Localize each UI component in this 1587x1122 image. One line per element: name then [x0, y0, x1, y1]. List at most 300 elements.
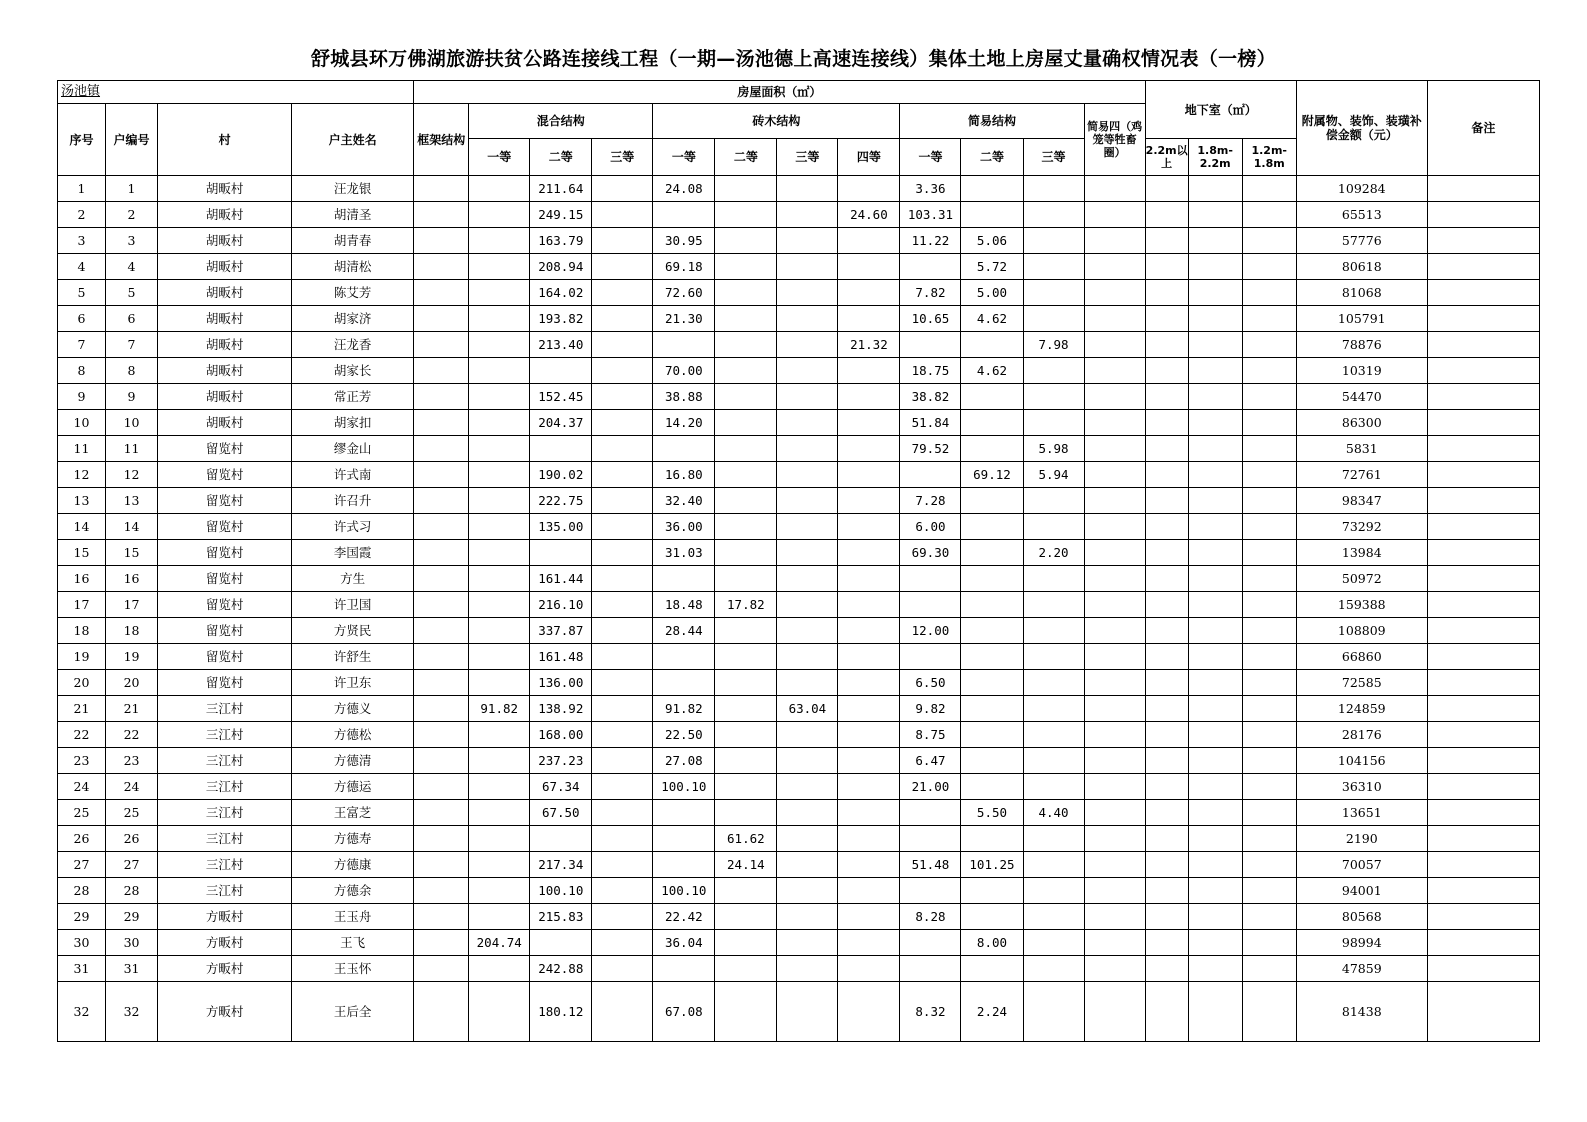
simple-grade1-cell: 8.28: [900, 904, 961, 930]
basement-2-2m-cell: [1145, 332, 1188, 358]
mixed-grade1-cell: [469, 826, 530, 852]
brick-grade2-cell: [715, 358, 777, 384]
attachment-amount-cell: 72585: [1296, 670, 1427, 696]
basement-2-2m-cell: [1145, 774, 1188, 800]
mixed-grade2-cell: 135.00: [530, 514, 592, 540]
simple4-cell: [1084, 332, 1145, 358]
seq-cell: 21: [58, 696, 106, 722]
household-no-cell: 15: [106, 540, 158, 566]
table-row: [58, 592, 1540, 618]
brick-grade3-cell: [777, 358, 838, 384]
simple4-cell: [1084, 228, 1145, 254]
brick-grade3-cell: [777, 436, 838, 462]
mixed-grade1-cell: [469, 514, 530, 540]
mixed-grade1-cell: [469, 358, 530, 384]
simple-grade3-cell: [1023, 358, 1084, 384]
basement-1-2m-cell: [1242, 358, 1296, 384]
brick-grade2-cell: [715, 800, 777, 826]
village-cell: 方畈村: [158, 982, 292, 1042]
basement-1-2m-cell: [1242, 956, 1296, 982]
mixed-grade2-cell: 242.88: [530, 956, 592, 982]
brick-grade4-cell: [838, 800, 900, 826]
simple4-cell: [1084, 644, 1145, 670]
household-no-cell: 12: [106, 462, 158, 488]
mixed-grade2-cell: 193.82: [530, 306, 592, 332]
owner-cell: 汪龙银: [292, 176, 414, 202]
basement-1-8m-cell: [1188, 722, 1242, 748]
basement-1-2m-cell: [1242, 410, 1296, 436]
remarks-cell: [1427, 852, 1539, 878]
owner-cell: 胡清圣: [292, 202, 414, 228]
basement-2-2m-cell: [1145, 280, 1188, 306]
mixed-grade3-cell: [592, 540, 653, 566]
seq-cell: 6: [58, 306, 106, 332]
mixed-grade1-cell: [469, 774, 530, 800]
brick-grade3-cell: [777, 514, 838, 540]
brick-grade3-cell: [777, 930, 838, 956]
seq-cell: 27: [58, 852, 106, 878]
village-header: 村: [158, 104, 292, 176]
attachment-amount-cell: 159388: [1296, 592, 1427, 618]
mixed-structure-header: 混合结构: [469, 104, 653, 139]
mixed-grade2-cell: 168.00: [530, 722, 592, 748]
village-cell: 留览村: [158, 514, 292, 540]
simple-grade2-cell: [961, 332, 1023, 358]
brick-grade1-cell: 32.40: [653, 488, 715, 514]
remarks-cell: [1427, 644, 1539, 670]
household-no-cell: 18: [106, 618, 158, 644]
brick-grade3-cell: [777, 852, 838, 878]
mixed-grade3-cell: [592, 176, 653, 202]
seq-cell: 1: [58, 176, 106, 202]
brick-grade3-cell: [777, 722, 838, 748]
simple4-cell: [1084, 852, 1145, 878]
simple-grade1-cell: [900, 566, 961, 592]
village-cell: 三江村: [158, 722, 292, 748]
simple-grade2-cell: [961, 566, 1023, 592]
mixed-grade3-cell: [592, 800, 653, 826]
simple-grade3-cell: [1023, 228, 1084, 254]
seq-cell: 30: [58, 930, 106, 956]
brick-grade2-cell: [715, 228, 777, 254]
brick-grade1-cell: 21.30: [653, 306, 715, 332]
brick-grade4-cell: [838, 722, 900, 748]
simple-grade3-cell: [1023, 618, 1084, 644]
table-row: [58, 800, 1540, 826]
table-row: [58, 306, 1540, 332]
basement-2-2m-cell: [1145, 566, 1188, 592]
owner-cell: 许卫东: [292, 670, 414, 696]
remarks-cell: [1427, 748, 1539, 774]
basement-2-2m-cell: [1145, 696, 1188, 722]
basement-2-2m-cell: [1145, 982, 1188, 1042]
owner-cell: 方德松: [292, 722, 414, 748]
brick-grade3-cell: [777, 644, 838, 670]
mixed-grade2-cell: 136.00: [530, 670, 592, 696]
simple-grade3-cell: [1023, 722, 1084, 748]
household-no-cell: 25: [106, 800, 158, 826]
simple-grade2-cell: 101.25: [961, 852, 1023, 878]
mixed-grade3-cell: [592, 358, 653, 384]
mixed-grade1-cell: [469, 462, 530, 488]
owner-cell: 王富芝: [292, 800, 414, 826]
owner-cell: 缪金山: [292, 436, 414, 462]
frame-cell: [414, 722, 469, 748]
village-cell: 胡畈村: [158, 358, 292, 384]
village-cell: 方畈村: [158, 930, 292, 956]
simple-grade3-cell: 5.94: [1023, 462, 1084, 488]
remarks-header: 备注: [1427, 81, 1539, 176]
mixed-grade1-cell: [469, 904, 530, 930]
owner-cell: 胡清松: [292, 254, 414, 280]
brick-grade1-cell: 100.10: [653, 878, 715, 904]
simple-grade3-cell: [1023, 254, 1084, 280]
simple-grade1-cell: 3.36: [900, 176, 961, 202]
table-row: [58, 826, 1540, 852]
household-no-cell: 6: [106, 306, 158, 332]
mixed-grade2-cell: 161.48: [530, 644, 592, 670]
household-no-cell: 21: [106, 696, 158, 722]
basement-1-2m-cell: [1242, 904, 1296, 930]
mixed-grade2-cell: 152.45: [530, 384, 592, 410]
basement-1-8m-cell: [1188, 306, 1242, 332]
attachment-amount-cell: 98347: [1296, 488, 1427, 514]
remarks-cell: [1427, 462, 1539, 488]
simple-structure-header: 简易结构: [900, 104, 1084, 139]
simple4-cell: [1084, 826, 1145, 852]
mixed-grade3-cell: [592, 306, 653, 332]
seq-cell: 4: [58, 254, 106, 280]
mixed-grade3-cell: [592, 228, 653, 254]
brick-grade2-cell: [715, 748, 777, 774]
basement-1-8m-cell: [1188, 540, 1242, 566]
brick-grade4-cell: [838, 540, 900, 566]
village-cell: 三江村: [158, 748, 292, 774]
brick-grade3-cell: [777, 306, 838, 332]
remarks-cell: [1427, 696, 1539, 722]
village-cell: 留览村: [158, 540, 292, 566]
owner-cell: 许式习: [292, 514, 414, 540]
mixed-grade2-cell: [530, 540, 592, 566]
mixed-grade3-cell: [592, 748, 653, 774]
simple-grade2-cell: [961, 722, 1023, 748]
brick-grade4-cell: [838, 592, 900, 618]
attachment-amount-cell: 81438: [1296, 982, 1427, 1042]
frame-structure-header: 框架结构: [414, 104, 469, 176]
mixed-grade3-cell: [592, 774, 653, 800]
brick-grade4-cell: [838, 852, 900, 878]
brick-grade3-cell: [777, 540, 838, 566]
frame-cell: [414, 878, 469, 904]
simple4-cell: [1084, 358, 1145, 384]
simple-grade3-cell: [1023, 696, 1084, 722]
household-no-cell: 9: [106, 384, 158, 410]
household-no-cell: 16: [106, 566, 158, 592]
household-no-cell: 14: [106, 514, 158, 540]
brick-grade1-cell: 24.08: [653, 176, 715, 202]
household-no-cell: 11: [106, 436, 158, 462]
owner-cell: 陈艾芳: [292, 280, 414, 306]
brick-grade4-cell: [838, 982, 900, 1042]
seq-cell: 26: [58, 826, 106, 852]
attachment-amount-cell: 54470: [1296, 384, 1427, 410]
household-no-cell: 1: [106, 176, 158, 202]
basement-1-8m-cell: [1188, 176, 1242, 202]
brick-grade3-cell: [777, 826, 838, 852]
attachment-amount-cell: 73292: [1296, 514, 1427, 540]
table-row: [58, 514, 1540, 540]
owner-cell: 胡家长: [292, 358, 414, 384]
mixed-grade3-header: 三等: [592, 139, 653, 176]
seq-header: 序号: [58, 104, 106, 176]
brick-grade4-cell: 21.32: [838, 332, 900, 358]
brick-grade3-cell: 63.04: [777, 696, 838, 722]
mixed-grade1-cell: [469, 228, 530, 254]
remarks-cell: [1427, 228, 1539, 254]
basement-1-2m-cell: [1242, 644, 1296, 670]
simple-grade3-cell: [1023, 384, 1084, 410]
owner-cell: 方德运: [292, 774, 414, 800]
simple-grade2-cell: [961, 514, 1023, 540]
seq-cell: 25: [58, 800, 106, 826]
simple-grade1-cell: [900, 956, 961, 982]
household-no-cell: 32: [106, 982, 158, 1042]
basement-1-8m-cell: [1188, 748, 1242, 774]
seq-cell: 7: [58, 332, 106, 358]
simple-grade1-cell: 103.31: [900, 202, 961, 228]
village-cell: 胡畈村: [158, 202, 292, 228]
brick-grade3-cell: [777, 956, 838, 982]
mixed-grade1-cell: [469, 254, 530, 280]
remarks-cell: [1427, 280, 1539, 306]
attachment-amount-cell: 13984: [1296, 540, 1427, 566]
brick-grade2-cell: [715, 202, 777, 228]
frame-cell: [414, 826, 469, 852]
brick-grade3-cell: [777, 982, 838, 1042]
owner-cell: 方德清: [292, 748, 414, 774]
mixed-grade2-cell: 215.83: [530, 904, 592, 930]
seq-cell: 12: [58, 462, 106, 488]
mixed-grade1-cell: [469, 644, 530, 670]
brick-grade2-cell: [715, 384, 777, 410]
basement-1-8m-cell: [1188, 254, 1242, 280]
seq-cell: 14: [58, 514, 106, 540]
frame-cell: [414, 176, 469, 202]
brick-grade1-cell: 72.60: [653, 280, 715, 306]
remarks-cell: [1427, 982, 1539, 1042]
basement-2-2m-cell: [1145, 956, 1188, 982]
brick-grade1-cell: 18.48: [653, 592, 715, 618]
household-no-cell: 13: [106, 488, 158, 514]
basement-1-8m-cell: [1188, 800, 1242, 826]
brick-grade2-cell: [715, 956, 777, 982]
simple4-cell: [1084, 930, 1145, 956]
frame-cell: [414, 410, 469, 436]
simple4-cell: [1084, 670, 1145, 696]
mixed-grade1-cell: [469, 982, 530, 1042]
frame-cell: [414, 280, 469, 306]
basement-2-2m-cell: [1145, 852, 1188, 878]
brick-grade2-cell: [715, 254, 777, 280]
household-no-cell: 23: [106, 748, 158, 774]
simple-grade3-cell: 7.98: [1023, 332, 1084, 358]
table-row: [58, 852, 1540, 878]
household-no-cell: 4: [106, 254, 158, 280]
mixed-grade1-cell: [469, 202, 530, 228]
brick-grade3-cell: [777, 410, 838, 436]
simple4-cell: [1084, 722, 1145, 748]
simple-grade1-cell: [900, 462, 961, 488]
household-no-cell: 2: [106, 202, 158, 228]
basement-2-2m-cell: [1145, 254, 1188, 280]
brick-grade3-cell: [777, 774, 838, 800]
frame-cell: [414, 488, 469, 514]
owner-cell: 方德义: [292, 696, 414, 722]
simple-grade1-cell: [900, 930, 961, 956]
basement-1-2m-cell: [1242, 488, 1296, 514]
owner-cell: 王玉怀: [292, 956, 414, 982]
brick-grade3-cell: [777, 332, 838, 358]
basement-1-8m-cell: [1188, 202, 1242, 228]
brick-grade4-cell: [838, 462, 900, 488]
simple-grade3-cell: [1023, 566, 1084, 592]
basement-1-2m-cell: [1242, 774, 1296, 800]
mixed-grade1-cell: 204.74: [469, 930, 530, 956]
frame-cell: [414, 930, 469, 956]
household-no-cell: 24: [106, 774, 158, 800]
simple4-cell: [1084, 774, 1145, 800]
simple-grade2-cell: [961, 176, 1023, 202]
village-cell: 留览村: [158, 566, 292, 592]
simple-grade3-cell: [1023, 982, 1084, 1042]
attachment-amount-cell: 2190: [1296, 826, 1427, 852]
village-cell: 方畈村: [158, 956, 292, 982]
brick-grade1-cell: 100.10: [653, 774, 715, 800]
brick-grade1-cell: [653, 436, 715, 462]
table-row: [58, 774, 1540, 800]
remarks-cell: [1427, 540, 1539, 566]
table-row: [58, 462, 1540, 488]
village-cell: 留览村: [158, 462, 292, 488]
mixed-grade2-cell: 204.37: [530, 410, 592, 436]
simple-grade2-cell: 5.00: [961, 280, 1023, 306]
mixed-grade2-cell: 180.12: [530, 982, 592, 1042]
brick-grade4-header: 四等: [838, 139, 900, 176]
basement-1-2m-cell: [1242, 592, 1296, 618]
basement-1-2m-cell: [1242, 514, 1296, 540]
mixed-grade3-cell: [592, 930, 653, 956]
simple-grade2-cell: [961, 956, 1023, 982]
frame-cell: [414, 332, 469, 358]
simple-grade3-cell: [1023, 280, 1084, 306]
brick-grade2-cell: 24.14: [715, 852, 777, 878]
attachment-amount-cell: 105791: [1296, 306, 1427, 332]
brick-grade2-cell: [715, 930, 777, 956]
attachment-amount-cell: 109284: [1296, 176, 1427, 202]
brick-grade3-cell: [777, 618, 838, 644]
brick-grade2-cell: [715, 332, 777, 358]
household-no-cell: 3: [106, 228, 158, 254]
seq-cell: 5: [58, 280, 106, 306]
brick-grade3-cell: [777, 254, 838, 280]
remarks-cell: [1427, 904, 1539, 930]
village-cell: 留览村: [158, 592, 292, 618]
town-label: 汤池镇: [58, 81, 414, 104]
basement-2-2m-cell: [1145, 618, 1188, 644]
brick-grade4-cell: [838, 228, 900, 254]
owner-cell: 王玉舟: [292, 904, 414, 930]
mixed-grade2-cell: 208.94: [530, 254, 592, 280]
table-row: [58, 410, 1540, 436]
owner-cell: 方贤民: [292, 618, 414, 644]
simple-grade1-cell: 8.32: [900, 982, 961, 1042]
area-group-header: 房屋面积（㎡）: [414, 81, 1145, 104]
brick-grade1-cell: 70.00: [653, 358, 715, 384]
table-row: [58, 566, 1540, 592]
brick-grade3-cell: [777, 748, 838, 774]
mixed-grade2-cell: 237.23: [530, 748, 592, 774]
table-row: [58, 254, 1540, 280]
simple4-cell: [1084, 878, 1145, 904]
remarks-cell: [1427, 592, 1539, 618]
frame-cell: [414, 358, 469, 384]
brick-grade2-cell: [715, 696, 777, 722]
mixed-grade1-cell: 91.82: [469, 696, 530, 722]
simple-grade3-cell: [1023, 176, 1084, 202]
brick-grade4-cell: [838, 410, 900, 436]
seq-cell: 20: [58, 670, 106, 696]
brick-grade3-cell: [777, 904, 838, 930]
brick-grade1-cell: [653, 566, 715, 592]
attachment-amount-cell: 108809: [1296, 618, 1427, 644]
simple4-cell: [1084, 904, 1145, 930]
simple4-cell: [1084, 592, 1145, 618]
simple-grade1-cell: [900, 878, 961, 904]
village-cell: 留览村: [158, 644, 292, 670]
table-row: [58, 384, 1540, 410]
simple-grade1-cell: 51.84: [900, 410, 961, 436]
mixed-grade2-cell: 161.44: [530, 566, 592, 592]
table-row: [58, 228, 1540, 254]
household-no-cell: 20: [106, 670, 158, 696]
basement-1-2m-cell: [1242, 748, 1296, 774]
table-row: [58, 358, 1540, 384]
brick-grade1-cell: [653, 670, 715, 696]
mixed-grade3-cell: [592, 904, 653, 930]
basement-2-2m-cell: [1145, 462, 1188, 488]
mixed-grade2-cell: 164.02: [530, 280, 592, 306]
mixed-grade2-cell: 337.87: [530, 618, 592, 644]
mixed-grade1-cell: [469, 306, 530, 332]
brick-grade4-cell: [838, 956, 900, 982]
basement-1-2m-cell: [1242, 306, 1296, 332]
brick-grade3-cell: [777, 202, 838, 228]
simple-grade2-cell: [961, 410, 1023, 436]
simple-grade1-cell: [900, 332, 961, 358]
mixed-grade3-cell: [592, 514, 653, 540]
simple-grade1-cell: 11.22: [900, 228, 961, 254]
mixed-grade3-cell: [592, 566, 653, 592]
basement-1-8m-cell: [1188, 826, 1242, 852]
seq-cell: 29: [58, 904, 106, 930]
brick-grade4-cell: [838, 644, 900, 670]
basement-1-8m-cell: [1188, 618, 1242, 644]
basement-1-8m-cell: [1188, 644, 1242, 670]
mixed-grade3-cell: [592, 280, 653, 306]
remarks-cell: [1427, 436, 1539, 462]
basement-1-2m-cell: [1242, 384, 1296, 410]
mixed-grade3-cell: [592, 670, 653, 696]
